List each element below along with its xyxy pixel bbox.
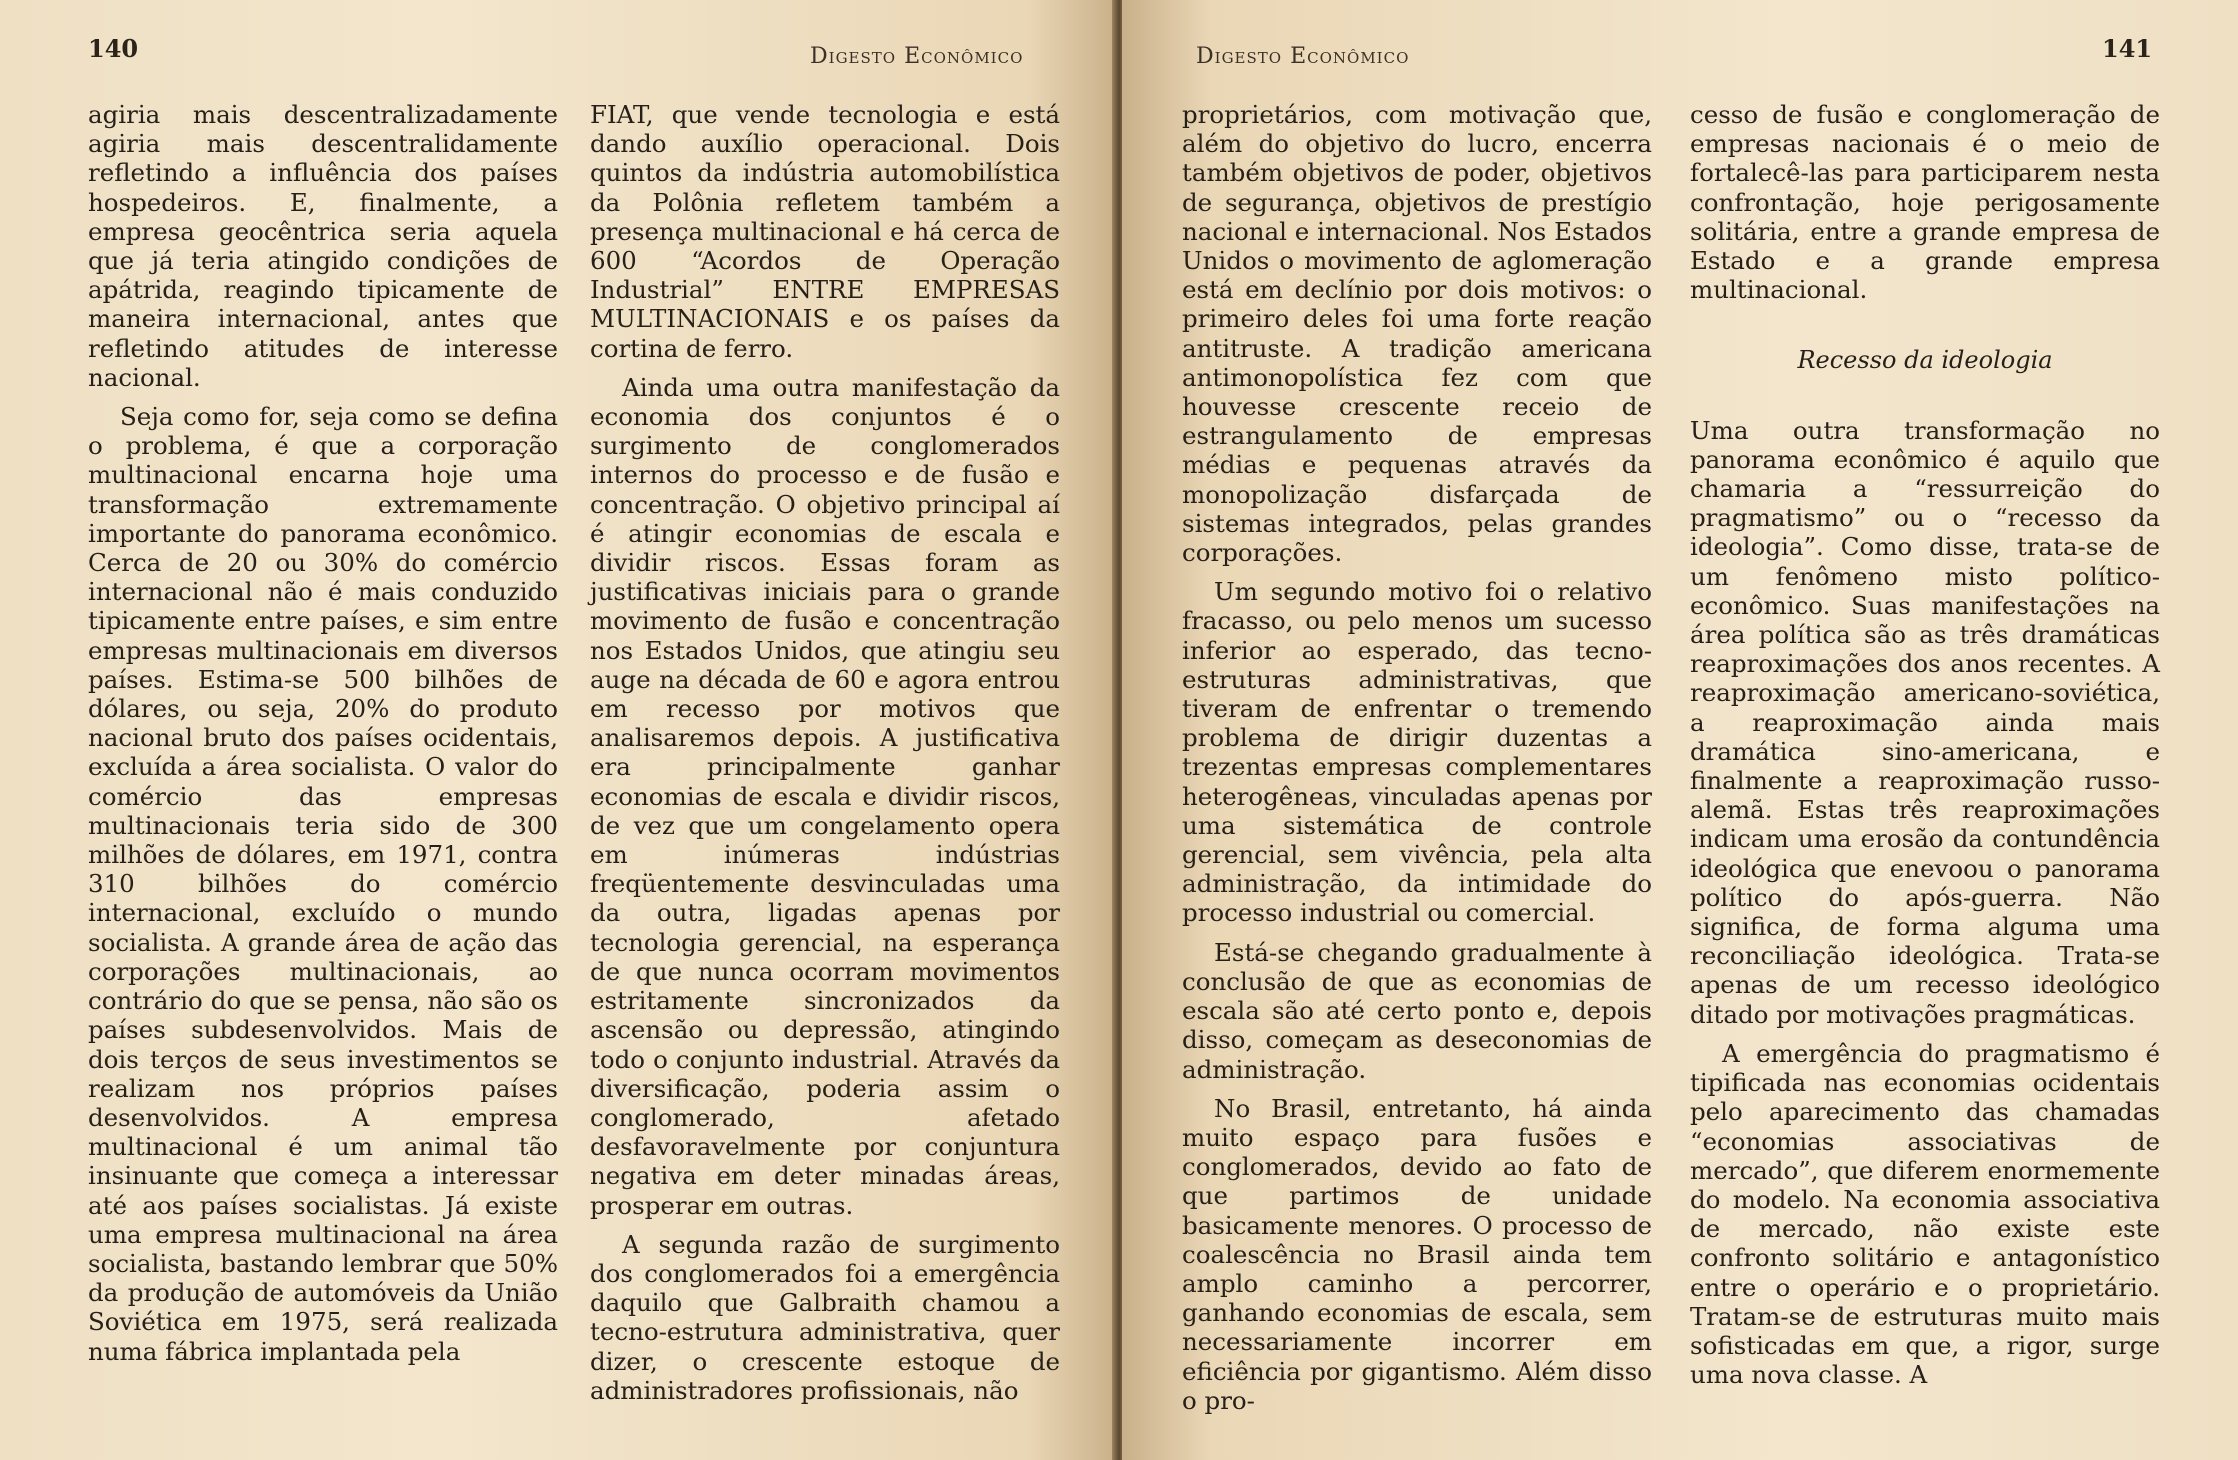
paragraph: No Brasil, entretanto, há ainda muito espaço para fusões e conglomerados, devido ao fato de que partimos de unidade basicamente menores. O processo de coalescência no Brasil ainda tem amplo caminho a percorrer, ganhando economias de escala, sem necessariamente incorrer em eficiência por gigantismo. Além disso o pro-	[1182, 1093, 1652, 1415]
text-column-3	[1182, 100, 1652, 1415]
left-page	[0, 0, 1116, 1460]
paragraph: A segunda razão de surgimento dos conglomerados foi a emergência daquilo que Galbraith chamou a tecno-estrutura administrativa, quer dizer, o crescente estoque de administradores profissionais, não	[590, 1229, 1060, 1405]
text-column-4	[1690, 100, 2160, 1389]
running-header: Digesto Econômico	[1196, 44, 1410, 69]
right-page	[1122, 0, 2238, 1460]
page-number: 141	[2102, 34, 2153, 63]
paragraph: proprietários, com motivação que, além do objetivo do lucro, encerra também objetivos de poder, objetivos de segurança, objetivos de prestígio nacional e internacional. Nos Estados Unidos o movimento de aglomeração está em declínio por dois motivos: o primeiro deles foi uma forte reação antitruste. A tradição americana antimonopolística fez com que houvesse crescente receio de estrangulamento de empresas médias e pequenas através da monopolização disfarçada de sistemas integrados, pelas grandes corporações.	[1182, 100, 1652, 568]
page-number: 140	[88, 34, 139, 63]
paragraph: agiria mais descentralizadamente agiria mais descentralidamente refletindo a influência dos países hospedeiros. E, finalmente, a empresa geocêntrica seria aquela que já teria atingido condições de apátrida, reagindo tipicamente de maneira internacional, antes que refletindo atitudes de interesse nacional.	[88, 100, 558, 392]
paragraph: Seja como for, seja como se defina o problema, é que a corporação multinacional encarna hoje uma transformação extremamente importante do panorama econômico. Cerca de 20 ou 30% do comércio internacional não é mais conduzido tipicamente entre países, e sim entre empresas multinacionais em diversos países. Estima-se 500 bilhões de dólares, ou seja, 20% do produto nacional bruto dos países ocidentais, excluída a área socialista. O valor do comércio das empresas multinacionais teria sido de 300 milhões de dólares, em 1971, contra 310 bilhões do comércio internacional, excluído o mundo socialista. A grande área de ação das corporações multinacionais, ao contrário do que se pensa, não são os países subdesenvolvidos. Mais de dois terços de seus investimentos se realizam nos próprios países desenvolvidos. A empresa multinacional é um animal tão insinuante que começa a interessar até aos países socialistas. Já existe uma empresa multinacional na área socialista, bastando lembrar que 50% da produção de automóveis da União Soviética em 1975, será realizada numa fábrica implantada pela	[88, 402, 558, 1366]
text-column-2	[590, 100, 1060, 1405]
running-header: Digesto Econômico	[810, 44, 1024, 69]
section-heading: Recesso da ideologia	[1797, 346, 2053, 375]
paragraph: Está-se chegando gradualmente à conclusão de que as economias de escala são até certo ponto e, depois disso, começam as deseconomias de administração.	[1182, 937, 1652, 1084]
paragraph: cesso de fusão e conglomeração de empresas nacionais é o meio de fortalecê-las para participarem nesta confrontação, hoje perigosamente solitária, entre a grande empresa de Estado e a grande empresa multinacional.	[1690, 100, 2160, 305]
paragraph: Um segundo motivo foi o relativo fracasso, ou pelo menos um sucesso inferior ao esperado, das tecno-estruturas administrativas, que tiveram de enfrentar o tremendo problema de dirigir duzentas a trezentas empresas complementares heterogêneas, vinculadas apenas por uma sistemática de controle gerencial, sem vivência, pela alta administração, da intimidade do processo industrial ou comercial.	[1182, 577, 1652, 928]
paragraph: FIAT, que vende tecnologia e está dando auxílio operacional. Dois quintos da indústria automobilística da Polônia refletem também a presença multinacional e há cerca de 600 “Acordos de Operação Industrial” ENTRE EMPRESAS MULTINACIONAIS e os países da cortina de ferro.	[590, 100, 1060, 363]
paragraph: A emergência do pragmatismo é tipificada nas economias ocidentais pelo aparecimento das chamadas “economias associativas de mercado”, que diferem enormemente do modelo. Na economia associativa de mercado, não existe este confronto solitário e antagonístico entre o operário e o proprietário. Tratam-se de estruturas muito mais sofisticadas em que, a rigor, surge uma nova classe. A	[1690, 1038, 2160, 1390]
text-column-1	[88, 100, 558, 1366]
paragraph: Ainda uma outra manifestação da economia dos conjuntos é o surgimento de conglomerados internos do processo e de fusão e concentração. O objetivo principal aí é atingir economias de escala e dividir riscos. Essas foram as justificativas iniciais para o grande movimento de fusão e concentração nos Estados Unidos, que atingiu seu auge na década de 60 e agora entrou em recesso por motivos que analisaremos depois. A justificativa era principalmente ganhar economias de escala e dividir riscos, de vez que um congelamento opera em inúmeras indústrias freqüentemente desvinculadas uma da outra, ligadas apenas por tecnologia gerencial, na esperança de que nunca ocorram movimentos estritamente sincronizados da ascensão ou depressão, atingindo todo o conjunto industrial. Através da diversificação, poderia assim o conglomerado, afetado desfavoravelmente por conjuntura negativa em deter minadas áreas, prosperar em outras.	[590, 372, 1060, 1220]
paragraph: Uma outra transformação no panorama econômico é aquilo que chamaria a “ressurreição do pragmatismo” ou o “recesso da ideologia”. Como disse, trata-se de um fenômeno misto político-econômico. Suas manifestações na área política são as três dramáticas reaproximações dos anos recentes. A reaproximação americano-soviética, a reaproximação ainda mais dramática sino-americana, e finalmente a reaproximação russo-alemã. Estas três reaproximações indicam uma erosão da contundência ideológica que enevoou o panorama político do após-guerra. Não significa, de forma alguma uma reconciliação ideológica. Trata-se apenas de um recesso ideológico ditado por motivações pragmáticas.	[1690, 415, 2160, 1029]
